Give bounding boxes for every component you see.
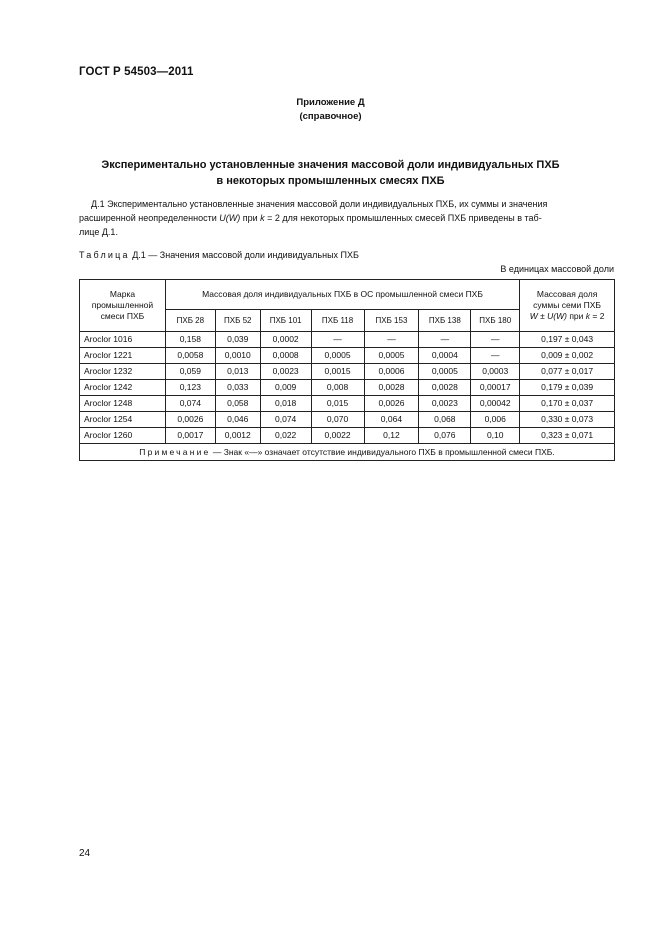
brand-cell: Aroclor 1016: [80, 332, 166, 348]
value-cell: 0,076: [419, 428, 471, 444]
appendix-label: Приложение Д: [296, 97, 365, 108]
brand-cell: Aroclor 1248: [80, 396, 166, 412]
value-cell: 0,0002: [260, 332, 311, 348]
value-cell: 0,068: [419, 412, 471, 428]
paragraph-text: = 2 для некоторых промышленных смесей ПХБ приведены в таб-: [264, 213, 542, 223]
header-sum-text: = 2: [590, 311, 605, 321]
brand-cell: Aroclor 1242: [80, 380, 166, 396]
table-row: [80, 428, 615, 444]
mass-fraction-symbol: W: [529, 311, 538, 321]
brand-cell: Aroclor 1232: [80, 364, 166, 380]
value-cell: 0,0005: [364, 348, 419, 364]
value-cell: 0,0028: [419, 380, 471, 396]
value-cell: 0,00017: [471, 380, 520, 396]
sum-cell: 0,170 ± 0,037: [520, 396, 615, 412]
table-caption: [79, 249, 359, 261]
header-sum-text: при: [566, 311, 586, 321]
table-caption-prefix: Таблица: [79, 250, 130, 260]
value-cell: 0,015: [311, 396, 364, 412]
value-cell: 0,039: [215, 332, 260, 348]
sum-cell: 0,323 ± 0,071: [520, 428, 615, 444]
column-header: ПХБ 180: [471, 310, 520, 332]
value-cell: 0,0026: [165, 412, 215, 428]
units-note: В единицах массовой доли: [500, 264, 614, 274]
sum-cell: 0,009 ± 0,002: [520, 348, 615, 364]
value-cell: 0,0006: [364, 364, 419, 380]
value-cell: 0,008: [311, 380, 364, 396]
value-cell: 0,064: [364, 412, 419, 428]
value-cell: 0,0015: [311, 364, 364, 380]
document-header: ГОСТ Р 54503—2011: [79, 66, 194, 78]
value-cell: 0,074: [260, 412, 311, 428]
header-sum-text: ±: [537, 311, 548, 321]
value-cell: 0,12: [364, 428, 419, 444]
coverage-factor-symbol: k: [260, 213, 265, 223]
uncertainty-symbol: U(W): [219, 213, 241, 223]
table-row: [80, 332, 615, 348]
sum-cell: 0,197 ± 0,043: [520, 332, 615, 348]
value-cell: 0,00042: [471, 396, 520, 412]
table-row: [80, 364, 615, 380]
header-brand-line: Марка: [109, 289, 136, 299]
table-row: [80, 348, 615, 364]
table-note: [80, 444, 615, 461]
value-cell: 0,0023: [419, 396, 471, 412]
appendix-title-line1: Экспериментально установленные значения массовой доли индивидуальных ПХБ: [101, 159, 560, 171]
sum-cell: 0,179 ± 0,039: [520, 380, 615, 396]
table-note-prefix: Примечание: [139, 446, 211, 457]
value-cell: 0,0058: [165, 348, 215, 364]
value-cell: 0,123: [165, 380, 215, 396]
value-cell: 0,018: [260, 396, 311, 412]
paragraph-line2: [79, 211, 615, 225]
header-sum-line: суммы семи ПХБ: [533, 300, 602, 310]
value-cell: 0,013: [215, 364, 260, 380]
coverage-factor-symbol: k: [585, 311, 591, 321]
value-cell: 0,070: [311, 412, 364, 428]
value-cell: —: [311, 332, 364, 348]
value-cell: 0,074: [165, 396, 215, 412]
value-cell: 0,059: [165, 364, 215, 380]
column-header: ПХБ 138: [419, 310, 471, 332]
uncertainty-symbol: U(W): [547, 311, 567, 321]
brand-cell: Aroclor 1221: [80, 348, 166, 364]
value-cell: —: [419, 332, 471, 348]
value-cell: 0,0005: [419, 364, 471, 380]
header-group: Массовая доля индивидуальных ПХБ в ОС промышленной смеси ПХБ: [165, 280, 519, 310]
value-cell: 0,006: [471, 412, 520, 428]
data-table: [79, 279, 615, 461]
sum-cell: 0,077 ± 0,017: [520, 364, 615, 380]
table-caption-text: Д.1 — Значения массовой доли индивидуальных ПХБ: [129, 250, 359, 260]
column-header: ПХБ 52: [215, 310, 260, 332]
value-cell: 0,0003: [471, 364, 520, 380]
value-cell: —: [471, 348, 520, 364]
paragraph-text: при: [240, 213, 261, 223]
value-cell: 0,0023: [260, 364, 311, 380]
value-cell: —: [364, 332, 419, 348]
brand-cell: Aroclor 1260: [80, 428, 166, 444]
value-cell: 0,022: [260, 428, 311, 444]
header-brand: [80, 280, 166, 332]
header-sum: [520, 280, 615, 332]
table-note-text: — Знак «—» означает отсутствие индивидуального ПХБ в промышленной смеси ПХБ.: [210, 446, 555, 457]
value-cell: 0,0005: [311, 348, 364, 364]
table-row: [80, 380, 615, 396]
paragraph-text: расширенной неопределенности: [79, 213, 220, 223]
header-sum-line: Массовая доля: [536, 289, 598, 299]
column-header: ПХБ 118: [311, 310, 364, 332]
table-note-row: [80, 444, 615, 461]
header-brand-line: промышленной: [91, 300, 154, 310]
value-cell: 0,0010: [215, 348, 260, 364]
value-cell: 0,0022: [311, 428, 364, 444]
value-cell: —: [471, 332, 520, 348]
column-header: ПХБ 153: [364, 310, 419, 332]
appendix-title-line2: в некоторых промышленных смесях ПХБ: [216, 175, 445, 187]
value-cell: 0,0012: [215, 428, 260, 444]
sum-cell: 0,330 ± 0,073: [520, 412, 615, 428]
brand-cell: Aroclor 1254: [80, 412, 166, 428]
value-cell: 0,009: [260, 380, 311, 396]
value-cell: 0,058: [215, 396, 260, 412]
column-header: ПХБ 101: [260, 310, 311, 332]
appendix-type: (справочное): [299, 111, 362, 122]
table-row: [80, 396, 615, 412]
column-header: ПХБ 28: [165, 310, 215, 332]
value-cell: 0,158: [165, 332, 215, 348]
value-cell: 0,0028: [364, 380, 419, 396]
table-row: [80, 412, 615, 428]
value-cell: 0,046: [215, 412, 260, 428]
value-cell: 0,10: [471, 428, 520, 444]
paragraph-line3: лице Д.1.: [79, 227, 118, 237]
page-number: 24: [79, 848, 91, 859]
value-cell: 0,0026: [364, 396, 419, 412]
paragraph-line1: Д.1 Экспериментально установленные значения массовой доли индивидуальных ПХБ, их суммы и значения: [91, 199, 548, 209]
value-cell: 0,0004: [419, 348, 471, 364]
value-cell: 0,0017: [165, 428, 215, 444]
value-cell: 0,0008: [260, 348, 311, 364]
header-sum-line: [522, 311, 612, 322]
value-cell: 0,033: [215, 380, 260, 396]
header-brand-line: смеси ПХБ: [100, 311, 145, 321]
